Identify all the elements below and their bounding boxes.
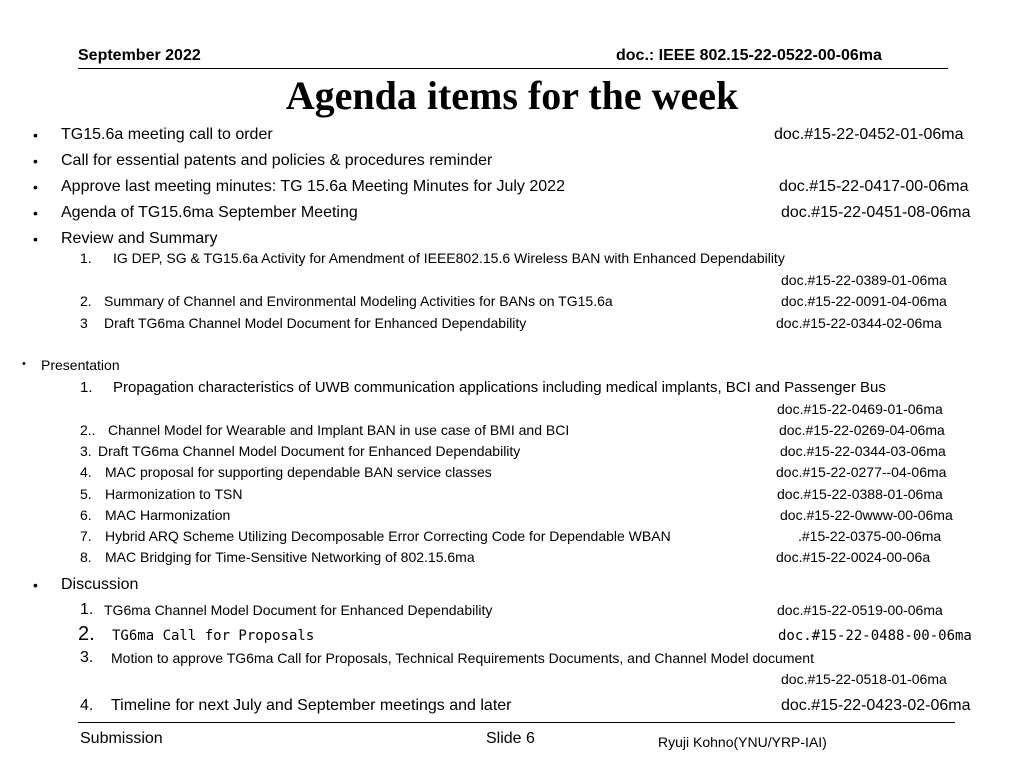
review-item-doc: doc.#15-22-0091-04-06ma [781,293,947,309]
bullet-icon: • [33,179,38,195]
footer-divider [78,722,955,723]
discussion-item-label: Motion to approve TG6ma Call for Proposals, Technical Requirements Documents, and Channel Model document [111,650,814,666]
review-item-doc: doc.#15-22-0344-02-06ma [776,315,942,331]
presentation-item-doc: doc.#15-22-0469-01-06ma [777,401,943,417]
presentation-item-label: Propagation characteristics of UWB communication applications including medical implants, BCI and Passenger Bus [113,379,886,396]
footer-submission: Submission [80,730,163,747]
agenda-item-doc: doc.#15-22-0452-01-06ma [774,126,964,143]
presentation-item-number: 5. [80,486,92,502]
discussion-item-doc: doc.#15-22-0423-02-06ma [781,697,971,714]
bullet-icon: • [33,205,38,221]
presentation-item-number: 4. [80,464,92,480]
review-item-number: 2. [80,293,92,309]
review-item-number: 3 [80,315,88,331]
discussion-item-doc: doc.#15-22-0519-00-06ma [777,602,943,618]
agenda-item-doc: doc.#15-22-0451-08-06ma [781,204,971,221]
discussion-item-label: TG6ma Channel Model Document for Enhanced Dependability [104,602,493,618]
discussion-item-label: Timeline for next July and September meetings and later [111,697,512,714]
slide-title: Agenda items for the week [285,73,739,118]
bullet-icon: • [33,577,38,593]
agenda-item-label: Approve last meeting minutes: TG 15.6a Meeting Minutes for July 2022 [61,178,565,195]
presentation-item-number: 2.. [80,422,96,438]
bullet-icon: • [22,358,26,370]
presentation-item-number: 3. [80,443,92,459]
presentation-item-doc: .#15-22-0375-00-06ma [798,528,942,544]
presentation-heading: Presentation [41,357,120,373]
discussion-heading: Discussion [61,576,139,593]
presentation-item-label: Channel Model for Wearable and Implant BAN in use case of BMI and BCI [108,422,570,438]
discussion-item-label: TG6ma Call for Proposals [112,628,315,644]
agenda-item-label: TG15.6a meeting call to order [61,126,273,143]
presentation-item-doc: doc.#15-22-0269-04-06ma [779,422,945,438]
agenda-item-label: Call for essential patents and policies & procedures reminder [61,152,493,169]
discussion-item-number: 3. [80,649,94,666]
review-item-label: Draft TG6ma Channel Model Document for Enhanced Dependability [104,315,527,331]
agenda-item-label: Agenda of TG15.6ma September Meeting [61,204,358,221]
presentation-item-number: 7. [80,528,92,544]
presentation-item-doc: doc.#15-22-0277--04-06ma [776,464,947,480]
header-doc-id: doc.: IEEE 802.15-22-0522-00-06ma [616,47,882,64]
presentation-item-doc: doc.#15-22-0024-00-06a [776,549,931,565]
discussion-item-doc: doc.#15-22-0518-01-06ma [781,671,947,687]
discussion-item-number: 1. [80,601,94,618]
footer-author: Ryuji Kohno(YNU/YRP-IAI) [658,734,827,750]
bullet-icon: • [33,153,38,169]
review-item-label: IG DEP, SG & TG15.6a Activity for Amendment of IEEE802.15.6 Wireless BAN with Enhanced Dependability [113,250,785,266]
presentation-item-label: Draft TG6ma Channel Model Document for Enhanced Dependability [98,443,521,459]
presentation-item-number: 8. [80,549,92,565]
header-date: September 2022 [78,47,201,64]
presentation-item-label: MAC proposal for supporting dependable BAN service classes [105,464,492,480]
agenda-item-doc: doc.#15-22-0417-00-06ma [779,178,969,195]
footer-slide-number: Slide 6 [486,730,535,747]
presentation-item-label: Hybrid ARQ Scheme Utilizing Decomposable Error Correcting Code for Dependable WBAN [105,528,671,544]
presentation-item-doc: doc.#15-22-0388-01-06ma [777,486,943,502]
header-divider [78,68,948,69]
presentation-item-label: MAC Harmonization [105,507,231,523]
presentation-item-label: Harmonization to TSN [105,486,243,502]
discussion-item-number: 4. [80,697,94,714]
bullet-icon: • [33,231,38,247]
presentation-item-doc: doc.#15-22-0www-00-06ma [780,507,953,523]
presentation-item-label: MAC Bridging for Time-Sensitive Networking of 802.15.6ma [105,549,475,565]
review-item-doc: doc.#15-22-0389-01-06ma [781,272,947,288]
presentation-item-number: 6. [80,507,92,523]
discussion-item-doc: doc.#15-22-0488-00-06ma [778,628,972,644]
review-item-number: 1. [80,250,92,266]
discussion-item-number: 2. [78,623,95,645]
agenda-item-label: Review and Summary [61,230,218,247]
presentation-item-number: 1. [80,379,93,396]
review-item-label: Summary of Channel and Environmental Modeling Activities for BANs on TG15.6a [104,293,613,309]
presentation-item-doc: doc.#15-22-0344-03-06ma [780,443,946,459]
bullet-icon: • [33,127,38,143]
